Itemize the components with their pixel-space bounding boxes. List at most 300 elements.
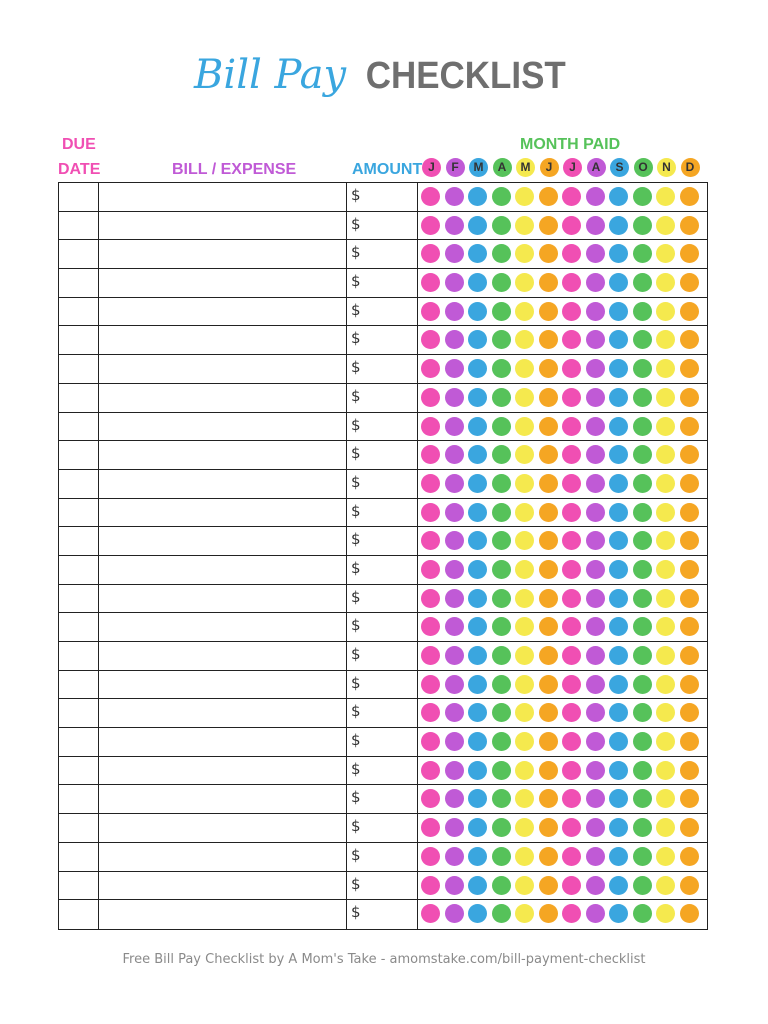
month-paid-dot-11[interactable] (656, 732, 675, 751)
month-paid-dot-3[interactable] (468, 646, 487, 665)
month-paid-dot-2[interactable] (445, 474, 464, 493)
month-paid-dot-5[interactable] (515, 302, 534, 321)
bill-expense-cell[interactable] (99, 499, 347, 527)
month-paid-dot-12[interactable] (680, 417, 699, 436)
month-paid-dot-5[interactable] (515, 445, 534, 464)
due-date-cell[interactable] (59, 843, 99, 871)
month-paid-dot-2[interactable] (445, 187, 464, 206)
month-paid-dot-8[interactable] (586, 904, 605, 923)
month-paid-dot-2[interactable] (445, 617, 464, 636)
month-paid-dot-6[interactable] (539, 789, 558, 808)
month-paid-dot-6[interactable] (539, 703, 558, 722)
month-paid-dot-8[interactable] (586, 359, 605, 378)
month-paid-dot-5[interactable] (515, 818, 534, 837)
amount-cell[interactable] (347, 728, 418, 756)
month-paid-dot-12[interactable] (680, 589, 699, 608)
amount-cell[interactable] (347, 269, 418, 297)
month-paid-dot-2[interactable] (445, 732, 464, 751)
month-paid-dot-10[interactable] (633, 818, 652, 837)
month-paid-dot-1[interactable] (421, 330, 440, 349)
due-date-cell[interactable] (59, 757, 99, 785)
month-paid-dot-3[interactable] (468, 589, 487, 608)
month-paid-dot-3[interactable] (468, 732, 487, 751)
amount-cell[interactable] (347, 814, 418, 842)
month-paid-dot-6[interactable] (539, 330, 558, 349)
month-paid-dot-8[interactable] (586, 876, 605, 895)
month-paid-dot-11[interactable] (656, 789, 675, 808)
month-paid-dot-9[interactable] (609, 876, 628, 895)
month-paid-dot-10[interactable] (633, 187, 652, 206)
bill-expense-cell[interactable] (99, 613, 347, 641)
amount-cell[interactable] (347, 183, 418, 211)
month-paid-dot-12[interactable] (680, 617, 699, 636)
month-paid-dot-10[interactable] (633, 904, 652, 923)
due-date-cell[interactable] (59, 900, 99, 929)
month-paid-dot-12[interactable] (680, 474, 699, 493)
month-paid-dot-9[interactable] (609, 330, 628, 349)
month-paid-dot-2[interactable] (445, 589, 464, 608)
month-paid-dot-12[interactable] (680, 273, 699, 292)
bill-expense-cell[interactable] (99, 413, 347, 441)
month-paid-dot-1[interactable] (421, 445, 440, 464)
month-paid-dot-5[interactable] (515, 589, 534, 608)
amount-cell[interactable] (347, 326, 418, 354)
month-paid-dot-3[interactable] (468, 703, 487, 722)
bill-expense-cell[interactable] (99, 671, 347, 699)
month-paid-dot-2[interactable] (445, 273, 464, 292)
month-paid-dot-5[interactable] (515, 388, 534, 407)
month-paid-dot-12[interactable] (680, 876, 699, 895)
month-paid-dot-1[interactable] (421, 646, 440, 665)
month-paid-dot-11[interactable] (656, 244, 675, 263)
month-paid-dot-4[interactable] (492, 789, 511, 808)
month-paid-dot-5[interactable] (515, 417, 534, 436)
month-paid-dot-6[interactable] (539, 617, 558, 636)
month-paid-dot-4[interactable] (492, 273, 511, 292)
month-paid-dot-5[interactable] (515, 187, 534, 206)
month-paid-dot-8[interactable] (586, 847, 605, 866)
month-paid-dot-8[interactable] (586, 617, 605, 636)
month-paid-dot-8[interactable] (586, 589, 605, 608)
month-paid-dot-10[interactable] (633, 531, 652, 550)
month-paid-dot-12[interactable] (680, 904, 699, 923)
month-paid-dot-6[interactable] (539, 560, 558, 579)
month-paid-dot-4[interactable] (492, 330, 511, 349)
month-paid-dot-7[interactable] (562, 589, 581, 608)
month-paid-dot-9[interactable] (609, 904, 628, 923)
month-paid-dot-7[interactable] (562, 359, 581, 378)
month-paid-dot-12[interactable] (680, 675, 699, 694)
due-date-cell[interactable] (59, 269, 99, 297)
month-paid-dot-11[interactable] (656, 531, 675, 550)
month-paid-dot-5[interactable] (515, 330, 534, 349)
month-paid-dot-10[interactable] (633, 388, 652, 407)
month-paid-dot-7[interactable] (562, 732, 581, 751)
month-paid-dot-11[interactable] (656, 187, 675, 206)
bill-expense-cell[interactable] (99, 843, 347, 871)
month-paid-dot-7[interactable] (562, 904, 581, 923)
month-paid-dot-5[interactable] (515, 531, 534, 550)
month-paid-dot-1[interactable] (421, 244, 440, 263)
amount-cell[interactable] (347, 413, 418, 441)
month-paid-dot-9[interactable] (609, 187, 628, 206)
month-paid-dot-3[interactable] (468, 474, 487, 493)
month-paid-dot-9[interactable] (609, 359, 628, 378)
amount-cell[interactable] (347, 527, 418, 555)
month-paid-dot-9[interactable] (609, 732, 628, 751)
month-paid-dot-3[interactable] (468, 617, 487, 636)
month-paid-dot-6[interactable] (539, 503, 558, 522)
month-paid-dot-2[interactable] (445, 388, 464, 407)
month-paid-dot-8[interactable] (586, 818, 605, 837)
amount-cell[interactable] (347, 441, 418, 469)
month-paid-dot-7[interactable] (562, 474, 581, 493)
month-paid-dot-4[interactable] (492, 445, 511, 464)
month-paid-dot-11[interactable] (656, 560, 675, 579)
month-paid-dot-7[interactable] (562, 216, 581, 235)
month-paid-dot-5[interactable] (515, 789, 534, 808)
month-paid-dot-1[interactable] (421, 703, 440, 722)
month-paid-dot-8[interactable] (586, 732, 605, 751)
month-paid-dot-7[interactable] (562, 445, 581, 464)
month-paid-dot-11[interactable] (656, 445, 675, 464)
month-paid-dot-9[interactable] (609, 560, 628, 579)
month-paid-dot-1[interactable] (421, 503, 440, 522)
month-paid-dot-7[interactable] (562, 330, 581, 349)
month-paid-dot-2[interactable] (445, 703, 464, 722)
month-paid-dot-2[interactable] (445, 330, 464, 349)
month-paid-dot-7[interactable] (562, 531, 581, 550)
month-paid-dot-1[interactable] (421, 187, 440, 206)
month-paid-dot-1[interactable] (421, 617, 440, 636)
month-paid-dot-1[interactable] (421, 474, 440, 493)
bill-expense-cell[interactable] (99, 785, 347, 813)
due-date-cell[interactable] (59, 785, 99, 813)
month-paid-dot-1[interactable] (421, 216, 440, 235)
month-paid-dot-3[interactable] (468, 445, 487, 464)
month-paid-dot-11[interactable] (656, 330, 675, 349)
month-paid-dot-8[interactable] (586, 474, 605, 493)
bill-expense-cell[interactable] (99, 556, 347, 584)
bill-expense-cell[interactable] (99, 900, 347, 929)
month-paid-dot-5[interactable] (515, 359, 534, 378)
month-paid-dot-4[interactable] (492, 388, 511, 407)
month-paid-dot-10[interactable] (633, 703, 652, 722)
month-paid-dot-4[interactable] (492, 531, 511, 550)
bill-expense-cell[interactable] (99, 298, 347, 326)
month-paid-dot-6[interactable] (539, 646, 558, 665)
month-paid-dot-3[interactable] (468, 273, 487, 292)
due-date-cell[interactable] (59, 413, 99, 441)
month-paid-dot-12[interactable] (680, 789, 699, 808)
month-paid-dot-2[interactable] (445, 560, 464, 579)
due-date-cell[interactable] (59, 699, 99, 727)
due-date-cell[interactable] (59, 298, 99, 326)
bill-expense-cell[interactable] (99, 470, 347, 498)
month-paid-dot-8[interactable] (586, 302, 605, 321)
month-paid-dot-12[interactable] (680, 732, 699, 751)
month-paid-dot-8[interactable] (586, 417, 605, 436)
month-paid-dot-4[interactable] (492, 818, 511, 837)
month-paid-dot-2[interactable] (445, 445, 464, 464)
month-paid-dot-5[interactable] (515, 244, 534, 263)
month-paid-dot-1[interactable] (421, 359, 440, 378)
month-paid-dot-7[interactable] (562, 273, 581, 292)
month-paid-dot-11[interactable] (656, 417, 675, 436)
month-paid-dot-10[interactable] (633, 646, 652, 665)
month-paid-dot-4[interactable] (492, 904, 511, 923)
month-paid-dot-9[interactable] (609, 847, 628, 866)
month-paid-dot-12[interactable] (680, 703, 699, 722)
due-date-cell[interactable] (59, 585, 99, 613)
bill-expense-cell[interactable] (99, 326, 347, 354)
month-paid-dot-7[interactable] (562, 675, 581, 694)
month-paid-dot-12[interactable] (680, 818, 699, 837)
month-paid-dot-3[interactable] (468, 876, 487, 895)
month-paid-dot-5[interactable] (515, 876, 534, 895)
month-paid-dot-9[interactable] (609, 216, 628, 235)
month-paid-dot-1[interactable] (421, 302, 440, 321)
month-paid-dot-2[interactable] (445, 761, 464, 780)
due-date-cell[interactable] (59, 556, 99, 584)
month-paid-dot-10[interactable] (633, 216, 652, 235)
amount-cell[interactable] (347, 556, 418, 584)
month-paid-dot-6[interactable] (539, 847, 558, 866)
month-paid-dot-10[interactable] (633, 617, 652, 636)
month-paid-dot-12[interactable] (680, 244, 699, 263)
month-paid-dot-2[interactable] (445, 876, 464, 895)
amount-cell[interactable] (347, 900, 418, 929)
month-paid-dot-11[interactable] (656, 761, 675, 780)
month-paid-dot-7[interactable] (562, 646, 581, 665)
amount-cell[interactable] (347, 613, 418, 641)
month-paid-dot-8[interactable] (586, 187, 605, 206)
due-date-cell[interactable] (59, 212, 99, 240)
month-paid-dot-8[interactable] (586, 244, 605, 263)
month-paid-dot-2[interactable] (445, 359, 464, 378)
month-paid-dot-8[interactable] (586, 789, 605, 808)
month-paid-dot-4[interactable] (492, 646, 511, 665)
month-paid-dot-10[interactable] (633, 273, 652, 292)
month-paid-dot-10[interactable] (633, 474, 652, 493)
month-paid-dot-5[interactable] (515, 503, 534, 522)
month-paid-dot-8[interactable] (586, 216, 605, 235)
month-paid-dot-8[interactable] (586, 646, 605, 665)
month-paid-dot-5[interactable] (515, 904, 534, 923)
amount-cell[interactable] (347, 585, 418, 613)
month-paid-dot-5[interactable] (515, 847, 534, 866)
month-paid-dot-6[interactable] (539, 445, 558, 464)
month-paid-dot-9[interactable] (609, 273, 628, 292)
month-paid-dot-6[interactable] (539, 904, 558, 923)
due-date-cell[interactable] (59, 671, 99, 699)
month-paid-dot-2[interactable] (445, 531, 464, 550)
month-paid-dot-4[interactable] (492, 876, 511, 895)
month-paid-dot-2[interactable] (445, 675, 464, 694)
bill-expense-cell[interactable] (99, 872, 347, 900)
month-paid-dot-1[interactable] (421, 732, 440, 751)
month-paid-dot-1[interactable] (421, 818, 440, 837)
month-paid-dot-11[interactable] (656, 474, 675, 493)
month-paid-dot-9[interactable] (609, 646, 628, 665)
month-paid-dot-11[interactable] (656, 617, 675, 636)
month-paid-dot-10[interactable] (633, 732, 652, 751)
month-paid-dot-10[interactable] (633, 503, 652, 522)
amount-cell[interactable] (347, 470, 418, 498)
month-paid-dot-6[interactable] (539, 302, 558, 321)
month-paid-dot-4[interactable] (492, 187, 511, 206)
month-paid-dot-10[interactable] (633, 417, 652, 436)
month-paid-dot-3[interactable] (468, 388, 487, 407)
month-paid-dot-12[interactable] (680, 531, 699, 550)
month-paid-dot-6[interactable] (539, 876, 558, 895)
month-paid-dot-3[interactable] (468, 417, 487, 436)
month-paid-dot-11[interactable] (656, 503, 675, 522)
bill-expense-cell[interactable] (99, 269, 347, 297)
month-paid-dot-7[interactable] (562, 388, 581, 407)
month-paid-dot-4[interactable] (492, 761, 511, 780)
month-paid-dot-8[interactable] (586, 330, 605, 349)
month-paid-dot-9[interactable] (609, 503, 628, 522)
month-paid-dot-6[interactable] (539, 531, 558, 550)
month-paid-dot-11[interactable] (656, 273, 675, 292)
due-date-cell[interactable] (59, 499, 99, 527)
bill-expense-cell[interactable] (99, 728, 347, 756)
month-paid-dot-6[interactable] (539, 244, 558, 263)
month-paid-dot-3[interactable] (468, 187, 487, 206)
month-paid-dot-9[interactable] (609, 244, 628, 263)
month-paid-dot-9[interactable] (609, 617, 628, 636)
month-paid-dot-1[interactable] (421, 417, 440, 436)
month-paid-dot-11[interactable] (656, 703, 675, 722)
amount-cell[interactable] (347, 757, 418, 785)
bill-expense-cell[interactable] (99, 355, 347, 383)
month-paid-dot-7[interactable] (562, 302, 581, 321)
amount-cell[interactable] (347, 384, 418, 412)
month-paid-dot-12[interactable] (680, 187, 699, 206)
due-date-cell[interactable] (59, 527, 99, 555)
month-paid-dot-1[interactable] (421, 675, 440, 694)
month-paid-dot-7[interactable] (562, 187, 581, 206)
month-paid-dot-4[interactable] (492, 703, 511, 722)
month-paid-dot-11[interactable] (656, 589, 675, 608)
due-date-cell[interactable] (59, 326, 99, 354)
month-paid-dot-7[interactable] (562, 761, 581, 780)
month-paid-dot-1[interactable] (421, 876, 440, 895)
bill-expense-cell[interactable] (99, 384, 347, 412)
month-paid-dot-11[interactable] (656, 675, 675, 694)
month-paid-dot-12[interactable] (680, 302, 699, 321)
month-paid-dot-3[interactable] (468, 359, 487, 378)
month-paid-dot-3[interactable] (468, 560, 487, 579)
month-paid-dot-8[interactable] (586, 445, 605, 464)
month-paid-dot-9[interactable] (609, 818, 628, 837)
bill-expense-cell[interactable] (99, 814, 347, 842)
month-paid-dot-10[interactable] (633, 330, 652, 349)
month-paid-dot-3[interactable] (468, 675, 487, 694)
month-paid-dot-4[interactable] (492, 732, 511, 751)
month-paid-dot-11[interactable] (656, 646, 675, 665)
month-paid-dot-11[interactable] (656, 904, 675, 923)
month-paid-dot-4[interactable] (492, 847, 511, 866)
month-paid-dot-8[interactable] (586, 531, 605, 550)
month-paid-dot-12[interactable] (680, 388, 699, 407)
month-paid-dot-5[interactable] (515, 761, 534, 780)
month-paid-dot-9[interactable] (609, 388, 628, 407)
month-paid-dot-7[interactable] (562, 703, 581, 722)
month-paid-dot-2[interactable] (445, 789, 464, 808)
month-paid-dot-10[interactable] (633, 302, 652, 321)
bill-expense-cell[interactable] (99, 183, 347, 211)
month-paid-dot-1[interactable] (421, 761, 440, 780)
month-paid-dot-6[interactable] (539, 417, 558, 436)
month-paid-dot-11[interactable] (656, 216, 675, 235)
month-paid-dot-10[interactable] (633, 244, 652, 263)
due-date-cell[interactable] (59, 814, 99, 842)
month-paid-dot-10[interactable] (633, 445, 652, 464)
month-paid-dot-12[interactable] (680, 445, 699, 464)
month-paid-dot-3[interactable] (468, 904, 487, 923)
month-paid-dot-9[interactable] (609, 675, 628, 694)
amount-cell[interactable] (347, 785, 418, 813)
amount-cell[interactable] (347, 699, 418, 727)
month-paid-dot-4[interactable] (492, 359, 511, 378)
month-paid-dot-4[interactable] (492, 675, 511, 694)
month-paid-dot-3[interactable] (468, 244, 487, 263)
month-paid-dot-5[interactable] (515, 617, 534, 636)
due-date-cell[interactable] (59, 872, 99, 900)
bill-expense-cell[interactable] (99, 441, 347, 469)
month-paid-dot-3[interactable] (468, 302, 487, 321)
month-paid-dot-2[interactable] (445, 417, 464, 436)
month-paid-dot-6[interactable] (539, 388, 558, 407)
bill-expense-cell[interactable] (99, 757, 347, 785)
month-paid-dot-12[interactable] (680, 330, 699, 349)
amount-cell[interactable] (347, 499, 418, 527)
month-paid-dot-12[interactable] (680, 560, 699, 579)
month-paid-dot-2[interactable] (445, 904, 464, 923)
month-paid-dot-1[interactable] (421, 847, 440, 866)
month-paid-dot-6[interactable] (539, 589, 558, 608)
month-paid-dot-4[interactable] (492, 302, 511, 321)
month-paid-dot-9[interactable] (609, 789, 628, 808)
month-paid-dot-5[interactable] (515, 474, 534, 493)
month-paid-dot-9[interactable] (609, 761, 628, 780)
month-paid-dot-5[interactable] (515, 216, 534, 235)
month-paid-dot-6[interactable] (539, 761, 558, 780)
month-paid-dot-1[interactable] (421, 388, 440, 407)
due-date-cell[interactable] (59, 728, 99, 756)
amount-cell[interactable] (347, 212, 418, 240)
month-paid-dot-11[interactable] (656, 818, 675, 837)
month-paid-dot-8[interactable] (586, 761, 605, 780)
month-paid-dot-7[interactable] (562, 876, 581, 895)
month-paid-dot-6[interactable] (539, 216, 558, 235)
month-paid-dot-2[interactable] (445, 302, 464, 321)
month-paid-dot-4[interactable] (492, 617, 511, 636)
due-date-cell[interactable] (59, 384, 99, 412)
month-paid-dot-10[interactable] (633, 589, 652, 608)
month-paid-dot-4[interactable] (492, 560, 511, 579)
month-paid-dot-3[interactable] (468, 216, 487, 235)
month-paid-dot-7[interactable] (562, 617, 581, 636)
month-paid-dot-4[interactable] (492, 417, 511, 436)
due-date-cell[interactable] (59, 642, 99, 670)
month-paid-dot-11[interactable] (656, 876, 675, 895)
month-paid-dot-12[interactable] (680, 847, 699, 866)
month-paid-dot-7[interactable] (562, 244, 581, 263)
amount-cell[interactable] (347, 240, 418, 268)
